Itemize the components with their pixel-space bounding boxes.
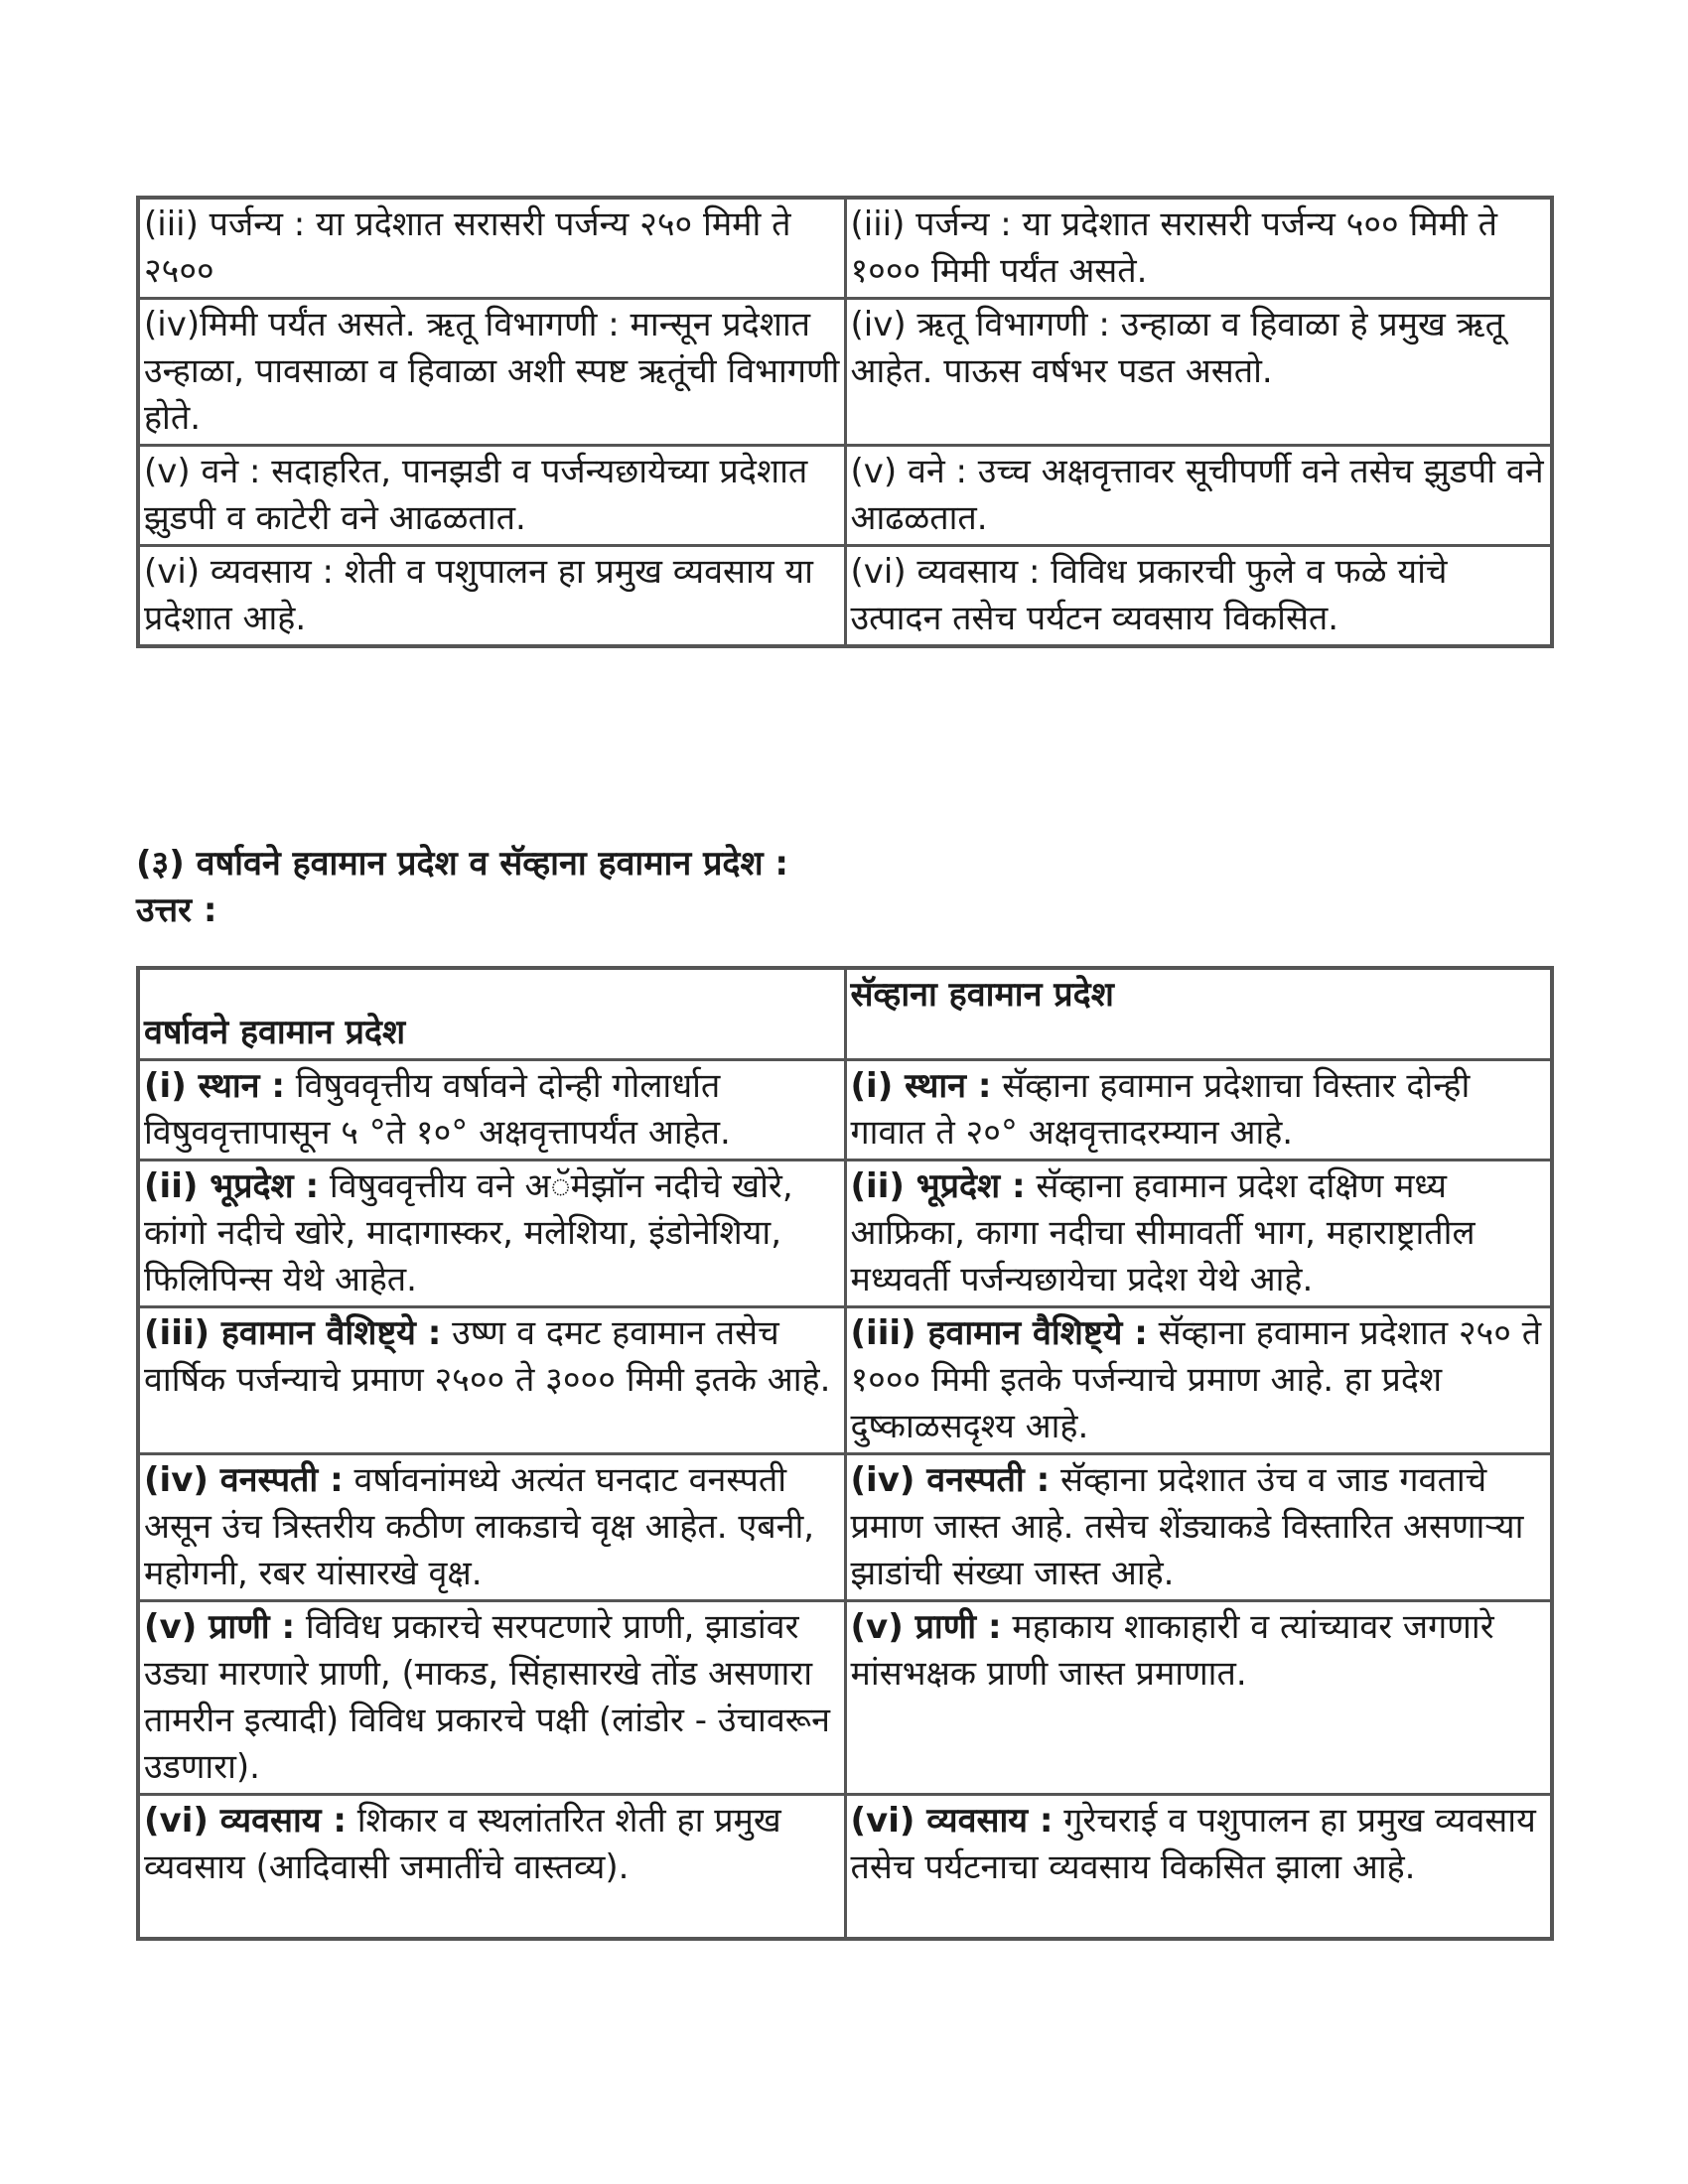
row-label: (v) प्राणी : (144, 1606, 296, 1647)
cell-text: महाकाय शाकाहारी व त्यांच्यावर जगणारे मांसभक्षक प्राणी जास्त प्रमाणात. (850, 1606, 1494, 1694)
row-label: (vi) व्यवसाय : (850, 1800, 1054, 1841)
table-cell (845, 1453, 1552, 1600)
table-cell: (v) वने : सदाहरित, पानझडी व पर्जन्यछायेच्या प्रदेशात झुडपी व काटेरी वने आढळतात. (138, 446, 845, 546)
table-cell (138, 1306, 845, 1453)
row-label: (iv) वनस्पती : (144, 1459, 344, 1500)
row-label: (i) स्थान : (850, 1065, 992, 1106)
table-cell (138, 1160, 845, 1306)
climate-comparison-table-continued (136, 196, 1554, 648)
table-row (138, 198, 1552, 299)
table-row (138, 1160, 1552, 1306)
cell-text: विषुववृत्तीय वने अॅमेझॉन नदीचे खोरे, कांगो नदीचे खोरे, मादागास्कर, मलेशिया, इंडोनेशिया, फिलिपिन्स येथे आहेत. (144, 1165, 793, 1299)
table-row (138, 446, 1552, 546)
table-cell (138, 1794, 845, 1939)
cell-text: वर्षावनांमध्ये अत्यंत घनदाट वनस्पती असून उंच त्रिस्तरीय कठीण लाकडाचे वृक्ष आहेत. एबनी, महोगनी, रबर यांसारखे वृक्ष. (144, 1459, 815, 1593)
row-label: (iii) हवामान वैशिष्ट्ये : (144, 1312, 442, 1353)
cell-text: विविध प्रकारचे सरपटणारे प्राणी, झाडांवर उड्या मारणारे प्राणी, (माकड, सिंहासारखे तोंड असणारा तामरीन इत्यादी) विविध प्रकारचे पक्षी (लांडोर - उंचावरून उडणारा). (144, 1606, 831, 1787)
question-heading: (३) वर्षावने हवामान प्रदेश व सॅव्हाना हवामान प्रदेश : (136, 844, 789, 884)
row-label: (i) स्थान : (144, 1065, 285, 1106)
rainforest-savanna-comparison-table (136, 966, 1554, 1941)
column-header-rainforest: वर्षावने हवामान प्रदेश (138, 968, 845, 1059)
table-cell: (iii) पर्जन्य : या प्रदेशात सरासरी पर्जन्य ५०० मिमी ते १००० मिमी पर्यंत असते. (845, 198, 1552, 299)
cell-text: उष्ण व दमट हवामान तसेच वार्षिक पर्जन्याचे प्रमाण २५०० ते ३००० मिमी इतके आहे. (144, 1312, 831, 1400)
table-cell: (vi) व्यवसाय : शेती व पशुपालन हा प्रमुख व्यवसाय या प्रदेशात आहे. (138, 546, 845, 647)
table-row (138, 1600, 1552, 1794)
cell-text: गुरेचराई व पशुपालन हा प्रमुख व्यवसाय तसेच पर्यटनाचा व्यवसाय विकसित झाला आहे. (850, 1800, 1536, 1887)
table-cell: (iii) पर्जन्य : या प्रदेशात सरासरी पर्जन्य २५० मिमी ते २५०० (138, 198, 845, 299)
table-row (138, 1306, 1552, 1453)
table-cell: (iv)मिमी पर्यंत असते. ऋतू विभागणी : मान्सून प्रदेशात उन्हाळा, पावसाळा व हिवाळा अशी स्पष्ट ऋतूंची विभागणी होते. (138, 299, 845, 446)
table-cell (138, 1600, 845, 1794)
table-header-row (138, 968, 1552, 1059)
table-row (138, 1794, 1552, 1939)
table-cell: (v) वने : उच्च अक्षवृत्तावर सूचीपर्णी वने तसेच झुडपी वने आढळतात. (845, 446, 1552, 546)
row-label: (vi) व्यवसाय : (144, 1800, 347, 1841)
cell-text: विषुववृत्तीय वर्षावने दोन्ही गोलार्धात विषुववृत्तापासून ५ °ते १०° अक्षवृत्तापर्यंत आहेत. (144, 1065, 731, 1153)
row-label: (iii) हवामान वैशिष्ट्ये : (850, 1312, 1148, 1353)
cell-text: सॅव्हाना हवामान प्रदेशात २५० ते १००० मिमी इतके पर्जन्याचे प्रमाण आहे. हा प्रदेश दुष्काळसदृश्य आहे. (850, 1312, 1542, 1446)
cell-text: शिकार व स्थलांतरित शेती हा प्रमुख व्यवसाय (आदिवासी जमातींचे वास्तव्य). (144, 1800, 781, 1887)
table-row (138, 299, 1552, 446)
cell-text: सॅव्हाना हवामान प्रदेश दक्षिण मध्य आफ्रिका, कागा नदीचा सीमावर्ती भाग, महाराष्ट्रातील मध्यवर्ती पर्जन्यछायेचा प्रदेश येथे आहे. (850, 1165, 1476, 1299)
table-cell (845, 1794, 1552, 1939)
row-label: (ii) भूप्रदेश : (144, 1165, 320, 1206)
row-label: (iv) वनस्पती : (850, 1459, 1051, 1500)
table-row (138, 546, 1552, 647)
table-cell (845, 1059, 1552, 1160)
table-cell (138, 1453, 845, 1600)
table-cell (845, 1600, 1552, 1794)
table-cell (138, 1059, 845, 1160)
table-row (138, 1059, 1552, 1160)
row-label: (ii) भूप्रदेश : (850, 1165, 1026, 1206)
table-cell: (iv) ऋतू विभागणी : उन्हाळा व हिवाळा हे प्रमुख ऋतू आहेत. पाऊस वर्षभर पडत असतो. (845, 299, 1552, 446)
row-label: (v) प्राणी : (850, 1606, 1002, 1647)
table-cell (845, 1160, 1552, 1306)
cell-text: सॅव्हाना हवामान प्रदेशाचा विस्तार दोन्ही गावात ते २०° अक्षवृत्तादरम्यान आहे. (850, 1065, 1471, 1153)
column-header-savanna: सॅव्हाना हवामान प्रदेश (845, 968, 1552, 1059)
cell-text: सॅव्हाना प्रदेशात उंच व जाड गवताचे प्रमाण जास्त आहे. तसेच शेंड्याकडे विस्तारित असणाऱ्या झाडांची संख्या जास्त आहे. (850, 1459, 1524, 1593)
table-cell (845, 1306, 1552, 1453)
answer-label: उत्तर : (136, 890, 217, 930)
table-cell: (vi) व्यवसाय : विविध प्रकारची फुले व फळे यांचे उत्पादन तसेच पर्यटन व्यवसाय विकसित. (845, 546, 1552, 647)
table-row (138, 1453, 1552, 1600)
